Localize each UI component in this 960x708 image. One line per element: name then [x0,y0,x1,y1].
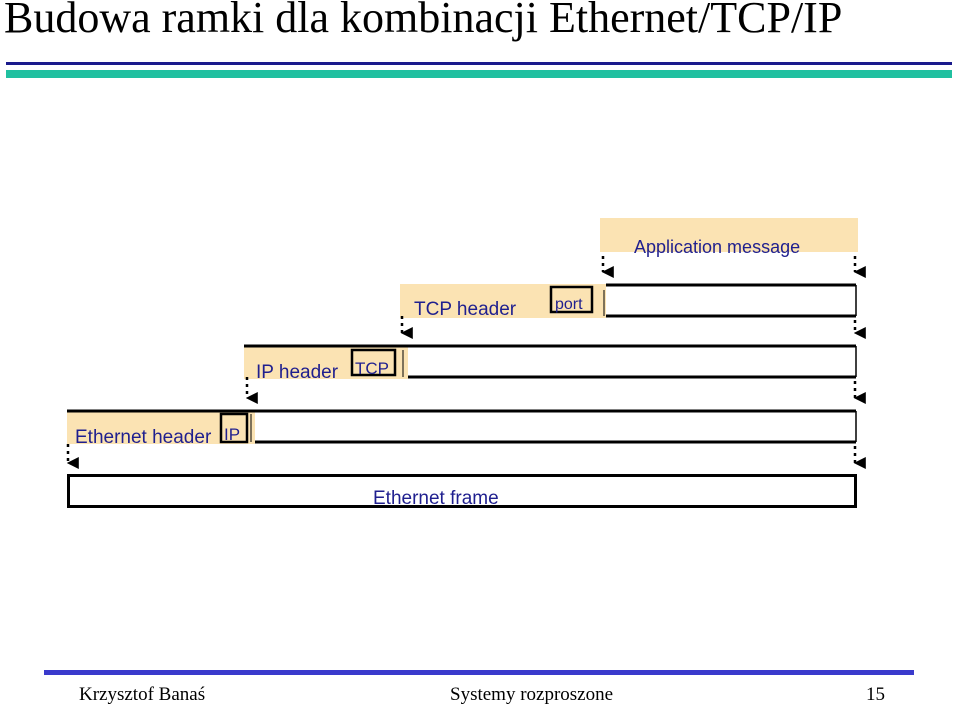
ethernet-frame-label: Ethernet frame [373,488,499,509]
ethernet-header-label: Ethernet header [75,427,212,448]
port-label: port [555,296,583,313]
ip-header-label: IP header [256,362,339,383]
page-number: 15 [866,684,885,705]
slide-title: Budowa ramki dla kombinacji Ethernet/TCP/IP [4,0,843,42]
application-message-label: Application message [634,237,801,257]
footer-course: Systemy rozproszone [450,684,614,705]
footer-bar [44,670,914,675]
ip-field-label: IP [224,425,241,444]
tcp-header-label: TCP header [414,299,517,320]
footer-author: Krzysztof Banaś [79,684,206,705]
tcp-field-label: TCP [355,359,389,378]
